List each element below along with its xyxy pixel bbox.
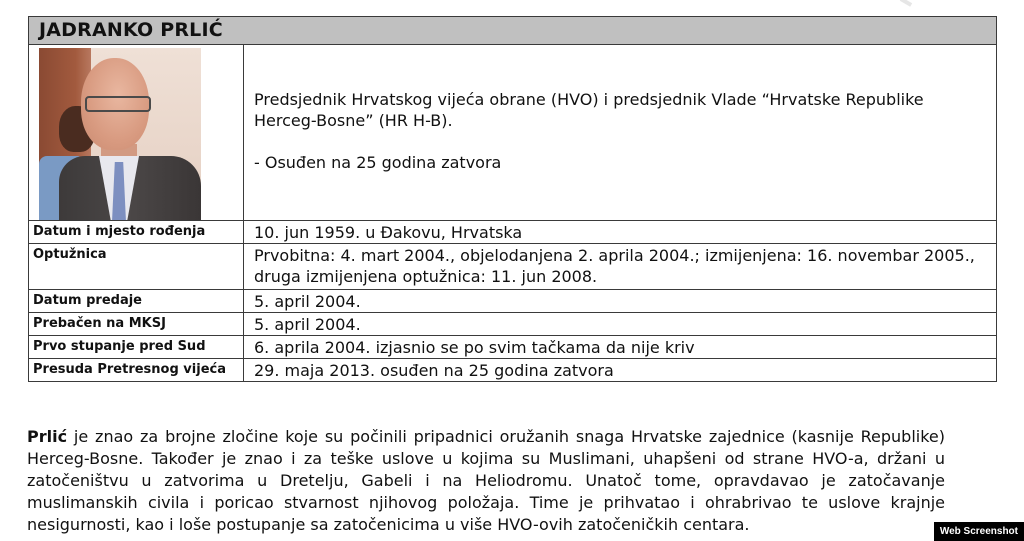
detail-label: Prvo stupanje pred Sud <box>29 336 244 359</box>
person-name: JADRANKO PRLIĆ <box>39 19 223 41</box>
photo-row <box>29 45 997 221</box>
detail-value: 10. jun 1959. u Đakovu, Hrvatska <box>244 221 997 244</box>
photo-cell <box>29 45 244 221</box>
photo-glasses <box>85 96 151 112</box>
detail-row <box>29 359 997 382</box>
detail-row <box>29 290 997 313</box>
detail-label: Optužnica <box>29 244 244 290</box>
role-description: Predsjednik Hrvatskog vijeća obrane (HVO) i predsjednik Vlade “Hrvatske Republike Herceg-Bosne” (HR H-B). <box>254 90 924 130</box>
detail-row <box>29 221 997 244</box>
profile-table <box>28 16 997 382</box>
detail-label: Presuda Pretresnog vijeća <box>29 359 244 382</box>
detail-label: Datum i mjesto rođenja <box>29 221 244 244</box>
web-screenshot-badge: Web Screenshot <box>934 522 1024 541</box>
detail-label: Datum predaje <box>29 290 244 313</box>
header-cell <box>29 17 997 45</box>
header-row <box>29 17 997 45</box>
decorative-mark <box>900 0 912 7</box>
portrait-photo <box>39 48 201 220</box>
summary-text: je znao za brojne zločine koje su počinili pripadnici oružanih snaga Hrvatske zajednice (kasnije Republike) Herceg-Bosne. Također je znao i za teške uslove u kojima su Muslimani, uhapšeni od strane HVO-a, držani u zatočeništvu u zatvorima u Dretelju, Gabeli i na Heliodromu. Unatoč tome, opravdavao je zatočavanje muslimanskih civila i poricao stvarnost njihovog položaja. Time je prihvatao i ohrabrivao te uslove krajnje nesigurnosti, kao i loše postupanje sa zatočenicima u više HVO-ovih zatočeničkih centara. <box>27 427 945 534</box>
detail-label: Prebačen na MKSJ <box>29 313 244 336</box>
detail-value: Prvobitna: 4. mart 2004., objelodanjena 2. aprila 2004.; izmijenjena: 16. novembar 2005., druga izmijenjena optužnica: 11. jun 2008. <box>244 244 997 290</box>
detail-value: 5. april 2004. <box>244 290 997 313</box>
description-cell <box>244 45 997 221</box>
detail-value: 6. aprila 2004. izjasnio se po svim tačkama da nije kriv <box>244 336 997 359</box>
detail-row <box>29 313 997 336</box>
summary-paragraph <box>27 426 945 536</box>
detail-row <box>29 336 997 359</box>
summary-name: Prlić <box>27 427 68 446</box>
detail-value: 5. april 2004. <box>244 313 997 336</box>
sentence-note: - Osuđen na 25 godina zatvora <box>254 153 502 172</box>
detail-row <box>29 244 997 290</box>
detail-value: 29. maja 2013. osuđen na 25 godina zatvora <box>244 359 997 382</box>
